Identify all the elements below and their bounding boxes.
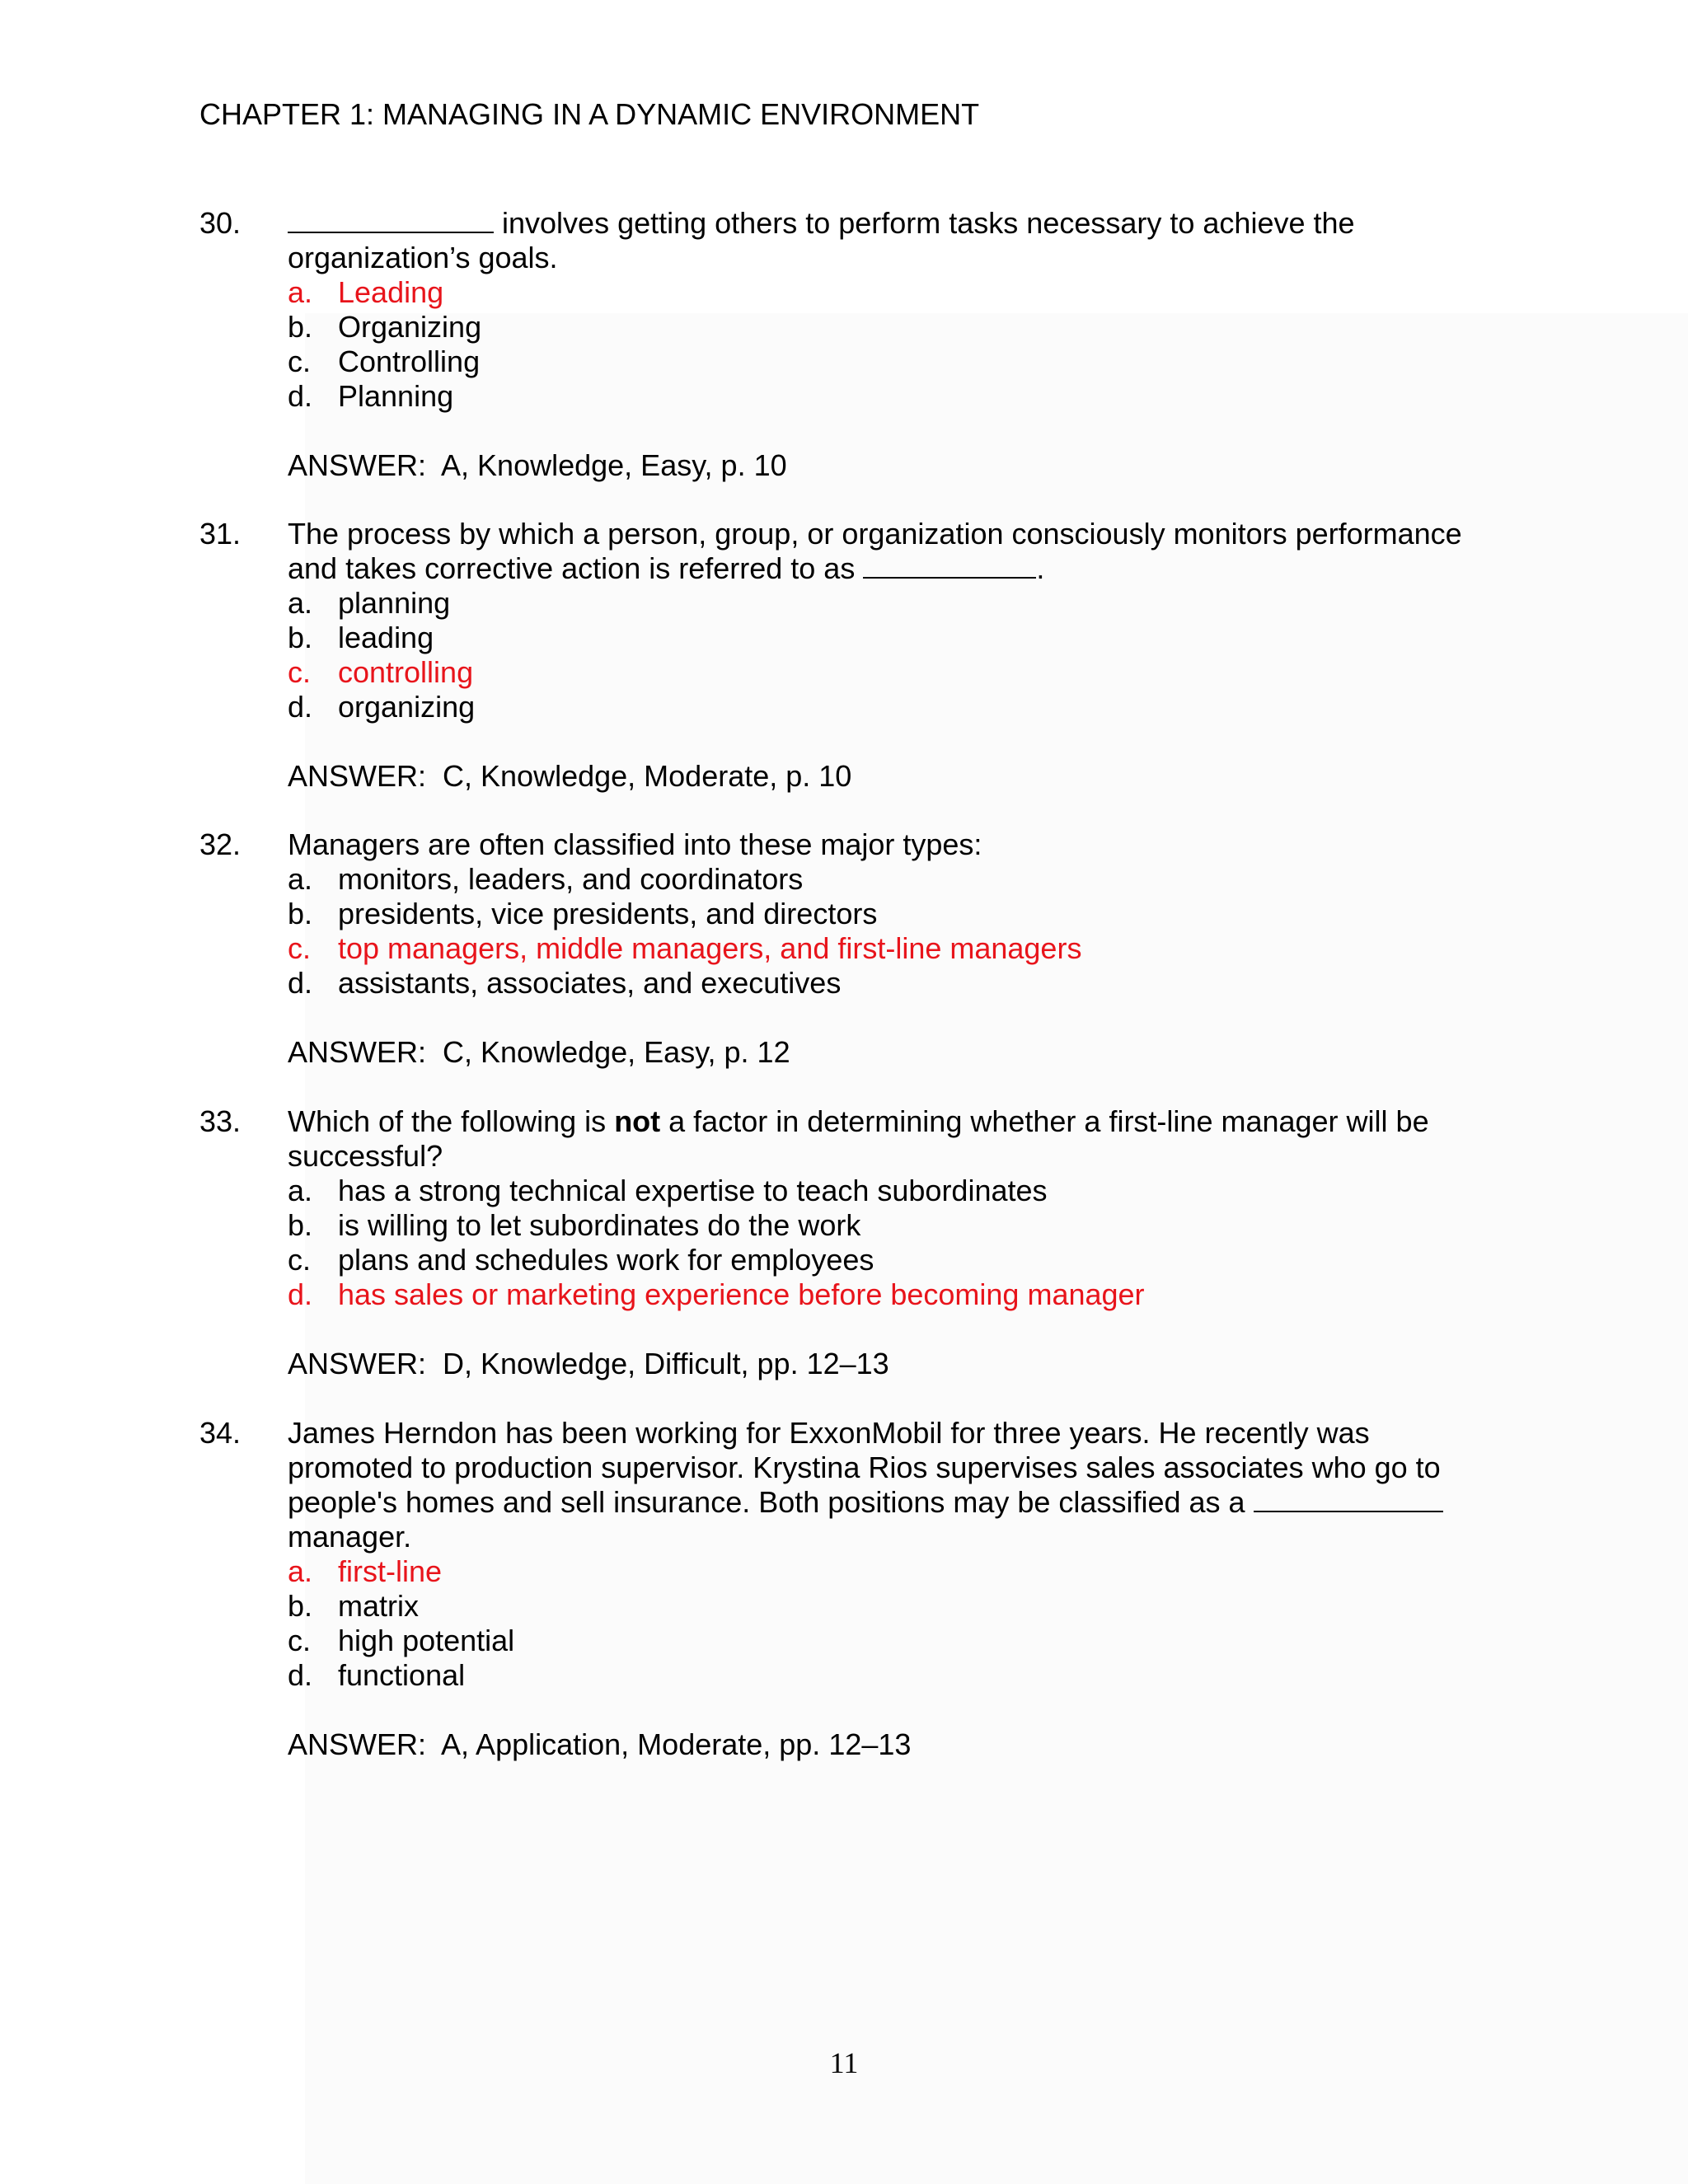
question-text: James Herndon has been working for ExxonMobil for three years. He recently was promoted to production supervisor. Krystina Rios supervises sales associates who go to people's homes and sell insurance. Both positions may be classified as a manager. bbox=[288, 1416, 1485, 1554]
chapter-header: CHAPTER 1: MANAGING IN A DYNAMIC ENVIRONMENT bbox=[199, 97, 980, 131]
question-30 bbox=[199, 206, 1485, 483]
answer-key: ANSWER: D, Knowledge, Difficult, pp. 12–13 bbox=[288, 1347, 889, 1380]
page-number: 11 bbox=[829, 2046, 859, 2079]
option-d: d. has sales or marketing experience before becoming manager bbox=[288, 1277, 1145, 1311]
option-list bbox=[199, 275, 1485, 414]
answer-key: ANSWER: A, Knowledge, Easy, p. 10 bbox=[288, 448, 787, 482]
option-c: c. controlling bbox=[288, 655, 474, 689]
answer-key: ANSWER: C, Knowledge, Easy, p. 12 bbox=[288, 1035, 790, 1069]
question-stem bbox=[199, 827, 1485, 862]
question-33 bbox=[199, 1104, 1485, 1381]
question-stem bbox=[199, 1104, 1485, 1174]
option-b: b. matrix bbox=[288, 1589, 419, 1623]
question-34 bbox=[199, 1416, 1485, 1762]
option-a: a. Leading bbox=[288, 275, 444, 309]
answer-blank bbox=[863, 552, 1036, 579]
answer-key: ANSWER: C, Knowledge, Moderate, p. 10 bbox=[288, 759, 852, 793]
option-d: d. assistants, associates, and executives bbox=[288, 966, 842, 1000]
option-b: b. Organizing bbox=[288, 310, 482, 344]
question-stem bbox=[199, 206, 1485, 275]
question-number: 32. bbox=[199, 827, 241, 861]
option-list bbox=[199, 1554, 1485, 1693]
option-a: a. monitors, leaders, and coordinators bbox=[288, 862, 804, 896]
option-c: c. plans and schedules work for employees bbox=[288, 1243, 874, 1277]
option-list bbox=[199, 862, 1485, 1001]
option-d: d. functional bbox=[288, 1658, 466, 1692]
option-b: b. presidents, vice presidents, and directors bbox=[288, 897, 878, 930]
question-text: involves getting others to perform tasks necessary to achieve the organization’s goals. bbox=[288, 206, 1355, 274]
question-number: 33. bbox=[199, 1104, 241, 1138]
question-number: 34. bbox=[199, 1416, 241, 1450]
question-text: Which of the following is not a factor in determining whether a first-line manager will be successful? bbox=[288, 1104, 1429, 1173]
question-31 bbox=[199, 517, 1485, 794]
option-c: c. top managers, middle managers, and first-line managers bbox=[288, 931, 1082, 965]
question-stem bbox=[199, 517, 1485, 586]
question-32 bbox=[199, 827, 1485, 1070]
answer-key: ANSWER: A, Application, Moderate, pp. 12–13 bbox=[288, 1727, 912, 1761]
option-d: d. Planning bbox=[288, 379, 454, 413]
option-c: c. Controlling bbox=[288, 344, 481, 378]
answer-blank bbox=[288, 207, 494, 233]
option-c: c. high potential bbox=[288, 1624, 515, 1657]
option-a: a. first-line bbox=[288, 1554, 443, 1588]
option-list bbox=[199, 586, 1485, 724]
emphasis-text: not bbox=[614, 1104, 661, 1138]
option-d: d. organizing bbox=[288, 690, 476, 724]
question-text: Managers are often classified into these major types: bbox=[288, 827, 982, 861]
answer-blank bbox=[1254, 1486, 1443, 1512]
option-a: a. has a strong technical expertise to teach subordinates bbox=[288, 1174, 1048, 1207]
question-text: The process by which a person, group, or organization consciously monitors performance and takes corrective action is referred to as . bbox=[288, 517, 1462, 585]
question-number: 31. bbox=[199, 517, 241, 551]
option-list bbox=[199, 1174, 1485, 1312]
option-b: b. leading bbox=[288, 621, 434, 654]
question-stem bbox=[199, 1416, 1485, 1554]
option-b: b. is willing to let subordinates do the work bbox=[288, 1208, 861, 1242]
option-a: a. planning bbox=[288, 586, 451, 620]
question-number: 30. bbox=[199, 206, 241, 240]
